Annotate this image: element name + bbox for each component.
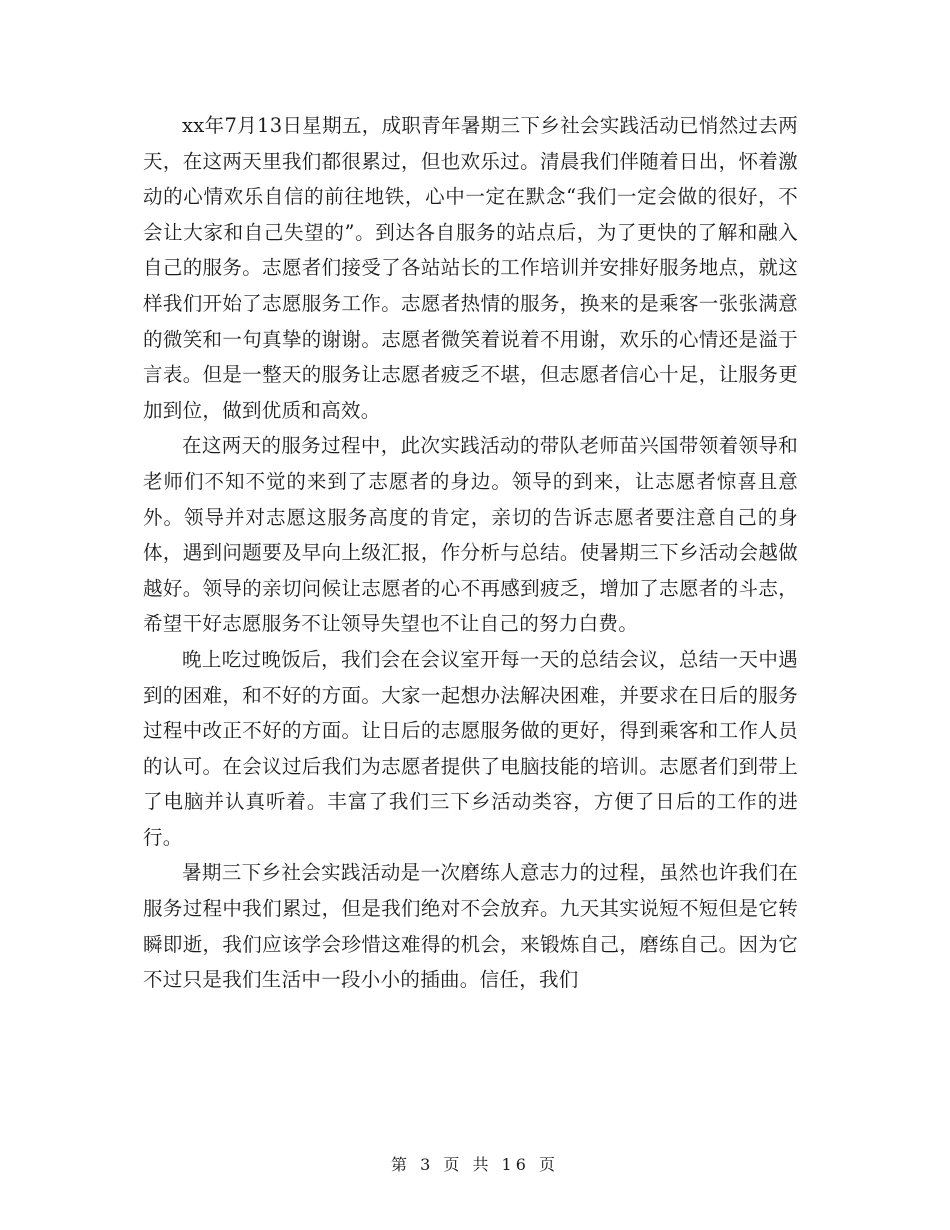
paragraph-1: xx年7月13日星期五，成职青年暑期三下乡社会实践活动已悄然过去两天，在这两天里我们都很累过，但也欢乐过。清晨我们伴随着日出，怀着激动的心情欢乐自信的前往地铁，心中一定在默念“我们一定会做的很好，不会让大家和自己失望的”。到达各自服务的站点后，为了更快的了解和融入自己的服务。志愿者们接受了各站站长的工作培训并安排好服务地点，就这样我们开始了志愿服务工作。志愿者热情的服务，换来的是乘客一张张满意的微笑和一句真挚的谢谢。志愿者微笑着说着不用谢，欢乐的心情还是溢于言表。但是一整天的服务让志愿者疲乏不堪，但志愿者信心十足，让服务更加到位，做到优质和高效。	[143, 114, 798, 422]
paragraph-3: 晚上吃过晚饭后，我们会在会议室开每一天的总结会议，总结一天中遇到的困难，和不好的方面。大家一起想办法解决困难，并要求在日后的服务过程中改正不好的方面。让日后的志愿服务做的更好，得到乘客和工作人员的认可。在会议过后我们为志愿者提供了电脑技能的培训。志愿者们到带上了电脑并认真听着。丰富了我们三下乡活动类容，方便了日后的工作的进行。	[143, 647, 798, 849]
page-number-footer: 第 3 页 共 16 页	[391, 1155, 559, 1174]
paragraph-2: 在这两天的服务过程中，此次实践活动的带队老师苗兴国带领着领导和老师们不知不觉的来到了志愿者的身边。领导的到来，让志愿者惊喜且意外。领导并对志愿这服务高度的肯定，亲切的告诉志愿者要注意自己的身体，遇到问题要及早向上级汇报，作分析与总结。使暑期三下乡活动会越做越好。领导的亲切问候让志愿者的心不再感到疲乏，增加了志愿者的斗志，希望干好志愿服务不让领导失望也不让自己的努力白费。	[143, 434, 798, 636]
document-body	[143, 108, 798, 998]
paragraph-4: 暑期三下乡社会实践活动是一次磨练人意志力的过程，虽然也许我们在服务过程中我们累过，但是我们绝对不会放弃。九天其实说短不短但是它转瞬即逝，我们应该学会珍惜这难得的机会，来锻炼自己，磨练自己。因为它不过只是我们生活中一段小小的插曲。信任，我们	[143, 861, 798, 992]
